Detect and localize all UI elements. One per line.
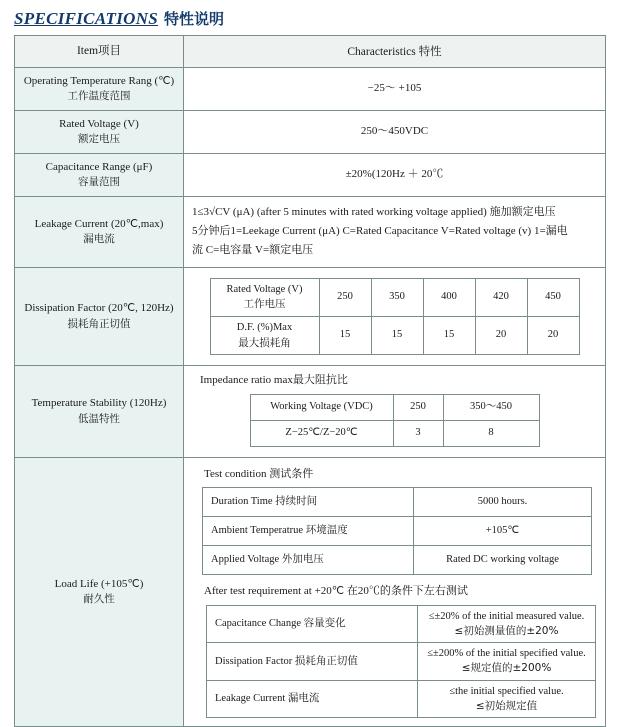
table-row	[15, 457, 606, 727]
requirement-label-capacitance-change	[207, 605, 418, 642]
inner-label-en: D.F. (%)Max	[236, 322, 293, 334]
label-en: Rated Voltage (V)	[59, 117, 139, 130]
value-line-2: ≤初始测量值的±20%	[454, 625, 559, 637]
cell-df-2: 15	[371, 317, 423, 355]
table-row	[15, 366, 606, 457]
inner-label-en: Rated Voltage (V)	[226, 283, 303, 295]
label-en: Ambient Temperatrue	[211, 525, 304, 537]
row-value-dissipation-factor	[184, 267, 606, 366]
row-value-operating-temperature: −25～ +105	[184, 67, 606, 110]
label-cn: 容量范围	[78, 176, 120, 189]
cell-z-1: 3	[393, 420, 443, 446]
condition-label-ambient-temperature	[203, 517, 414, 546]
requirement-value-dissipation-factor	[418, 643, 596, 680]
inner-row	[203, 488, 592, 517]
row-label-dissipation-factor	[15, 267, 184, 366]
post-test-requirements-table	[206, 605, 596, 718]
row-label-leakage-current	[15, 196, 184, 267]
label-cn: 额定电压	[78, 133, 120, 146]
table-row	[15, 67, 606, 110]
row-label-operating-temperature	[15, 67, 184, 110]
row-label-load-life	[15, 457, 184, 727]
cell-df-1: 15	[319, 317, 371, 355]
cell-wv-250: 250	[393, 395, 443, 421]
row-label-capacitance-range	[15, 153, 184, 196]
condition-value-duration: 5000 hours.	[414, 488, 592, 517]
label-cn: 损耗角正切值	[294, 654, 358, 667]
row-value-leakage-current	[184, 196, 606, 267]
label-en: Capacitance Change	[215, 618, 301, 630]
row-value-rated-voltage: 250～450VDC	[184, 110, 606, 153]
value-line-1: ≤±20% of the initial measured value.	[428, 610, 585, 622]
label-cn: 漏电流	[287, 691, 320, 704]
page-title	[0, 0, 620, 35]
inner-row	[207, 605, 596, 642]
temperature-inner-table	[250, 394, 540, 447]
condition-label-applied-voltage	[203, 546, 414, 575]
cell-voltage-450: 450	[527, 278, 579, 316]
label-cn: 工作温度范围	[67, 90, 131, 103]
label-cn: 低温特性	[78, 412, 120, 425]
label-en: Leakage Current (20℃,max)	[34, 217, 164, 230]
value-line-1: ≤±200% of the initial specified value.	[427, 648, 586, 660]
table-header-row	[15, 36, 606, 68]
inner-row	[207, 643, 596, 680]
inner-row	[207, 680, 596, 717]
cell-voltage-250: 250	[319, 278, 371, 316]
condition-value-ambient-temperature: +105℃	[414, 517, 592, 546]
leakage-line-1: 1≤3√CV (μA) (after 5 minutes with rated working voltage applied) 施加额定电压	[192, 205, 556, 218]
label-cn: 环境温度	[305, 524, 348, 537]
test-conditions-table	[202, 487, 592, 575]
header-item: Item项目	[15, 36, 184, 68]
row-value-capacitance-range: ±20%(120Hz ＋ 20℃	[184, 153, 606, 196]
inner-label-rated-voltage	[210, 278, 319, 316]
cell-voltage-420: 420	[475, 278, 527, 316]
table-row	[15, 267, 606, 366]
inner-label-z-ratio: Z−25℃/Z−20℃	[250, 420, 393, 446]
cell-voltage-350: 350	[371, 278, 423, 316]
cell-df-5: 20	[527, 317, 579, 355]
cell-voltage-400: 400	[423, 278, 475, 316]
label-cn: 漏电流	[83, 233, 115, 246]
leakage-line-2: 5分钟后1=Leekage Current (μA) C=Rated Capacitance V=Rated voltage (v) 1=漏电	[192, 225, 568, 238]
inner-label-cn: 工作电压	[243, 298, 286, 311]
label-cn: 耐久性	[83, 593, 115, 606]
label-en: Load Life (+105℃)	[54, 577, 144, 590]
label-en: Dissipation Factor (20℃, 120Hz)	[24, 302, 174, 315]
label-cn: 容量变化	[303, 617, 346, 630]
row-label-rated-voltage	[15, 110, 184, 153]
label-en: Operating Temperature Rang (℃)	[23, 74, 175, 87]
inner-label-cn: 最大损耗角	[238, 336, 291, 349]
title-english: SPECIFICATIONS	[14, 9, 159, 28]
inner-label-working-voltage: Working Voltage (VDC)	[250, 395, 393, 421]
label-cn: 外加电压	[281, 553, 324, 566]
specifications-table	[14, 35, 606, 727]
requirement-label-leakage-current	[207, 680, 418, 717]
header-characteristics: Characteristics 特性	[184, 36, 606, 68]
cell-wv-350-450: 350～450	[443, 395, 539, 421]
title-chinese: 特性说明	[164, 10, 225, 28]
inner-row	[210, 317, 579, 355]
value-line-2: ≤规定值的±200%	[461, 662, 552, 675]
table-row	[15, 110, 606, 153]
label-en: Leakage Current	[215, 692, 286, 704]
condition-value-applied-voltage: Rated DC working voltage	[414, 546, 592, 575]
value-line-1: ≤the initial specified value.	[449, 685, 564, 697]
label-en: Duration Time	[211, 496, 273, 508]
label-en: Capacitance Range (μF)	[45, 160, 153, 173]
requirement-value-capacitance-change	[418, 605, 596, 642]
condition-label-duration	[203, 488, 414, 517]
value-line-2: ≤初始规定值	[475, 699, 538, 712]
label-cn: 持续时间	[275, 495, 318, 508]
inner-row	[250, 395, 539, 421]
leakage-line-3: 流 C=电容量 V=额定电压	[192, 244, 314, 257]
cell-df-4: 20	[475, 317, 527, 355]
row-label-temperature-stability	[15, 366, 184, 457]
test-condition-caption: Test condition 测试条件	[204, 467, 314, 480]
cell-df-3: 15	[423, 317, 475, 355]
dissipation-inner-table	[210, 278, 580, 356]
row-value-load-life	[184, 457, 606, 727]
inner-row	[203, 517, 592, 546]
inner-row	[250, 420, 539, 446]
label-cn: 损耗角正切值	[67, 317, 131, 330]
label-en: Applied Voltage	[211, 554, 280, 566]
table-row	[15, 196, 606, 267]
table-row	[15, 153, 606, 196]
impedance-ratio-caption: Impedance ratio max最大阻抗比	[200, 374, 348, 387]
requirement-value-leakage-current	[418, 680, 596, 717]
row-value-temperature-stability	[184, 366, 606, 457]
label-en: Dissipation Factor	[215, 655, 293, 667]
inner-row	[203, 546, 592, 575]
inner-label-df-max	[210, 317, 319, 355]
after-test-caption: After test requirement at +20℃ 在20℃的条件下左右测试	[204, 585, 468, 598]
label-en: Temperature Stability (120Hz)	[31, 397, 167, 410]
cell-z-2: 8	[443, 420, 539, 446]
requirement-label-dissipation-factor	[207, 643, 418, 680]
inner-row	[210, 278, 579, 316]
